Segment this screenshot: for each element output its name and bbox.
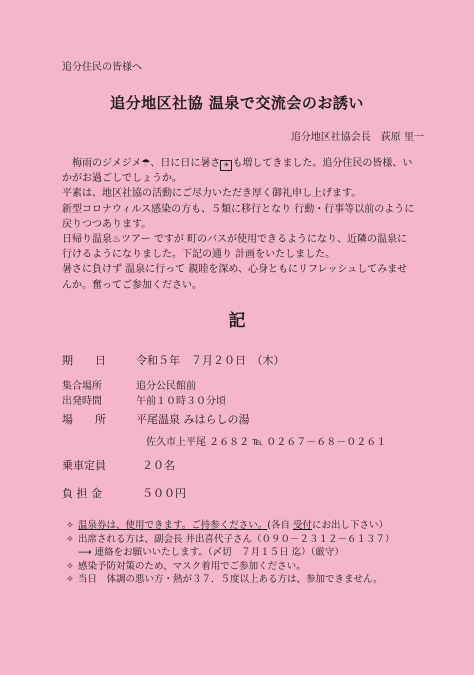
detail-venue bbox=[62, 411, 250, 427]
detail-meeting-place bbox=[62, 377, 196, 392]
body-line: 日帰り温泉♨ツアー ですが 町のバスが使用できるようになり、近隣の温泉に bbox=[62, 234, 408, 246]
meet-label: 集合場所 bbox=[62, 381, 102, 392]
ki-heading: 記 bbox=[228, 311, 246, 331]
note-item: ✧ 当日 体調の悪い方・熱が３７．５度以上ある方は、参加できません。 bbox=[66, 574, 383, 585]
date-value: 令和５年 ７月２０日 （木） bbox=[136, 354, 285, 367]
meet-value: 追分公民館前 bbox=[136, 381, 196, 392]
date-label: 期 日 bbox=[62, 354, 106, 367]
detail-fee bbox=[62, 485, 186, 501]
venue-label: 場 所 bbox=[62, 413, 106, 426]
sun-icon: ☀ bbox=[220, 160, 232, 171]
seats-label: 乗車定員 bbox=[62, 459, 106, 472]
bullet-icon: ✧ bbox=[66, 533, 74, 545]
bullet-icon: ✧ bbox=[66, 520, 74, 531]
arrow-icon: ⟶ bbox=[78, 547, 92, 558]
fee-label: 負 担 金 bbox=[62, 487, 102, 500]
note-item: ✧ 出席される方は、副会長 井出喜代子さん（０９０－２３１２－６１３７） bbox=[66, 533, 395, 545]
body-line: 戻りつつあります。 bbox=[62, 218, 152, 230]
fee-value: ５００円 bbox=[142, 487, 186, 500]
body-line: かがお過ごしでしょうか。 bbox=[62, 173, 182, 185]
detail-departure bbox=[62, 392, 226, 407]
depart-value: 午前１０時３０分頃 bbox=[136, 396, 226, 407]
hot-spring-icon: ♨ bbox=[112, 234, 121, 246]
detail-date bbox=[62, 352, 285, 368]
body-line: 平素は、地区社協の活動にご尽力いただき厚く御礼申し上げます。 bbox=[62, 188, 362, 200]
venue-value: 平尾温泉 みはらしの湯 bbox=[136, 413, 250, 426]
bullet-icon: ✧ bbox=[66, 560, 74, 572]
addressee: 追分住民の皆様へ bbox=[62, 62, 142, 73]
invitation-body bbox=[62, 156, 414, 293]
body-line: んか。奮ってご参加ください。 bbox=[62, 279, 202, 291]
venue-address: 佐久市上平尾 ２６８２ ℡ ０２６７－６８－０２６１ bbox=[146, 437, 387, 448]
notes-list bbox=[66, 519, 395, 587]
sender-name: 追分地区社協会長 荻原 里一 bbox=[290, 132, 424, 143]
note-item: ✧ 温泉券は、使用できます。ご持参ください。(各自 受付にお出し下さい） bbox=[66, 520, 389, 531]
body-line: 梅雨のジメジメ☂、日に日に暑さ ☀ も増してきました。追分住民の皆様、い bbox=[72, 158, 413, 169]
note-item: ⟶ 連絡をお願いいたします。（〆切 ７月１５日 迄）（厳守） bbox=[78, 547, 344, 558]
depart-label: 出発時間 bbox=[62, 396, 102, 407]
body-line: 暑さに負けず 温泉に行って 親睦を深め、心身ともにリフレッシュしてみませ bbox=[62, 264, 408, 276]
umbrella-icon: ☂ bbox=[141, 158, 151, 169]
detail-seats bbox=[62, 457, 175, 473]
body-line: 行けるようになりました。下記の通り 計画をいたしました。 bbox=[62, 249, 336, 261]
body-line: 新型コロナウィルス感染の方も、５類に移行となり 行動・行事等以前のように bbox=[62, 203, 415, 215]
note-item: ✧ 感染予防対策のため、マスク着用でご参加ください。 bbox=[66, 560, 306, 572]
page-title: 追分地区社協 温泉で交流会のお誘い bbox=[110, 94, 364, 112]
seats-value: ２０名 bbox=[142, 459, 175, 472]
bullet-icon: ✧ bbox=[66, 574, 74, 585]
